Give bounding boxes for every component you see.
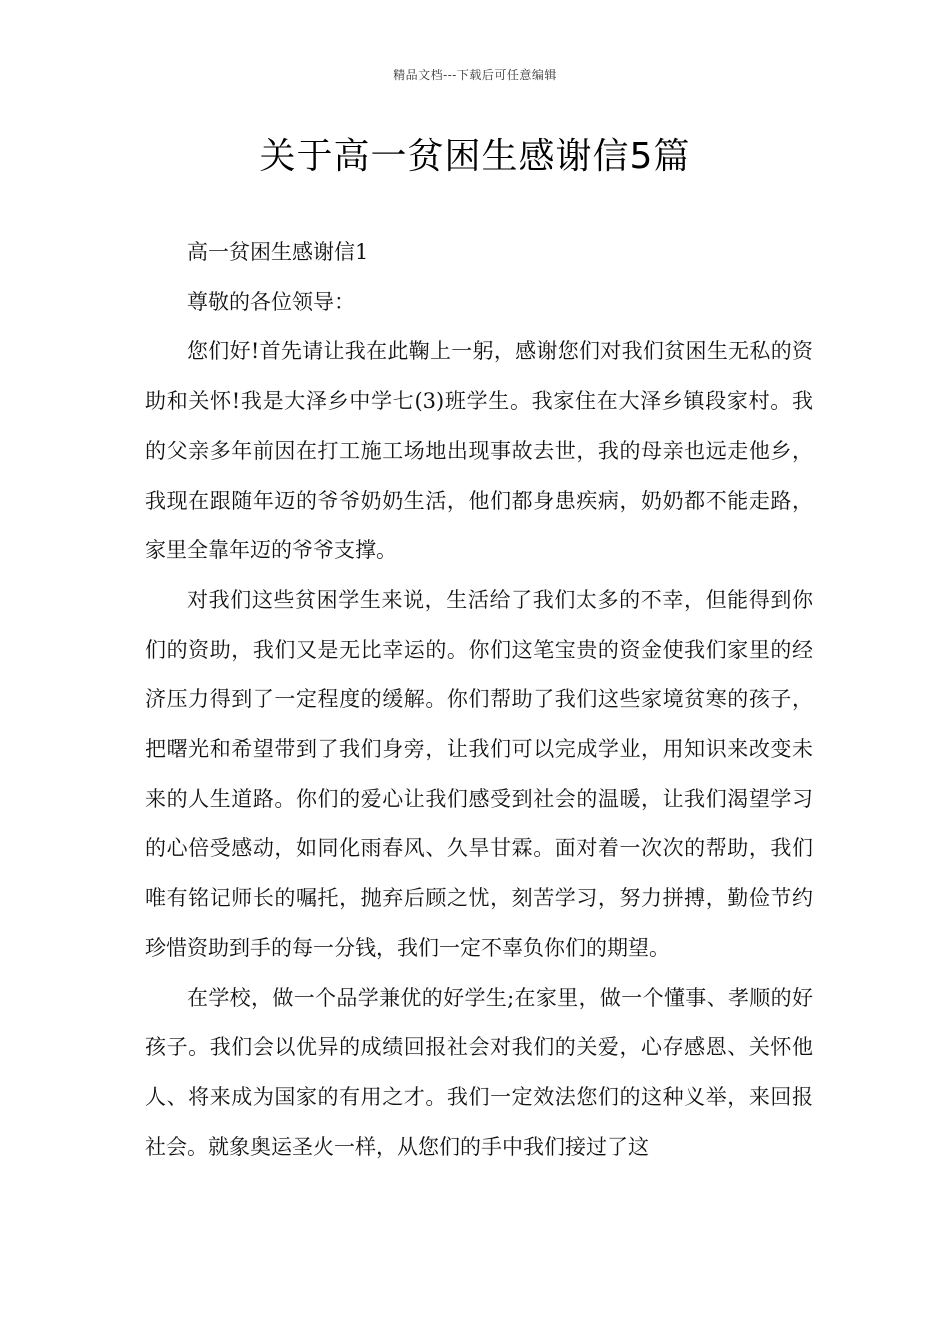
document-body (145, 228, 813, 1172)
letter-heading: 高一贫困生感谢信1 (187, 240, 369, 264)
document-title: 关于高一贫困生感谢信5篇 (259, 136, 691, 177)
salutation: 尊敬的各位领导： (187, 289, 355, 314)
header-note: 精品文档---下载后可任意编辑 (393, 68, 557, 82)
paragraph: 在学校，做一个品学兼优的好学生;在家里，做一个懂事、孝顺的好孩子。我们会以优异的成绩回报社会对我们的关爱，心存感恩、关怀他人、将来成为国家的有用之才。我们一定效法您们的这种义举，来回报社会。就象奥运圣火一样，从您们的手中我们接过了这 (145, 985, 813, 1159)
paragraph: 您们好!首先请让我在此鞠上一躬，感谢您们对我们贫困生无私的资助和关怀!我是大泽乡中学七(3)班学生。我家住在大泽乡镇段家村。我的父亲多年前因在打工施工场地出现事故去世，我的母亲也远走他乡，我现在跟随年迈的爷爷奶奶生活，他们都身患疾病，奶奶都不能走路，家里全靠年迈的爷爷支撑。 (145, 339, 813, 563)
paragraph: 对我们这些贫困学生来说，生活给了我们太多的不幸，但能得到你们的资助，我们又是无比幸运的。你们这笔宝贵的资金使我们家里的经济压力得到了一定程度的缓解。你们帮助了我们这些家境贫寒的孩子，把曙光和希望带到了我们身旁，让我们可以完成学业，用知识来改变未来的人生道路。你们的爱心让我们感受到社会的温暖，让我们渴望学习的心倍受感动，如同化雨春风、久旱甘霖。面对着一次次的帮助，我们唯有铭记师长的嘱托，抛弃后顾之忧，刻苦学习，努力拼搏，勤俭节约珍惜资助到手的每一分钱，我们一定不辜负你们的期望。 (145, 587, 813, 960)
